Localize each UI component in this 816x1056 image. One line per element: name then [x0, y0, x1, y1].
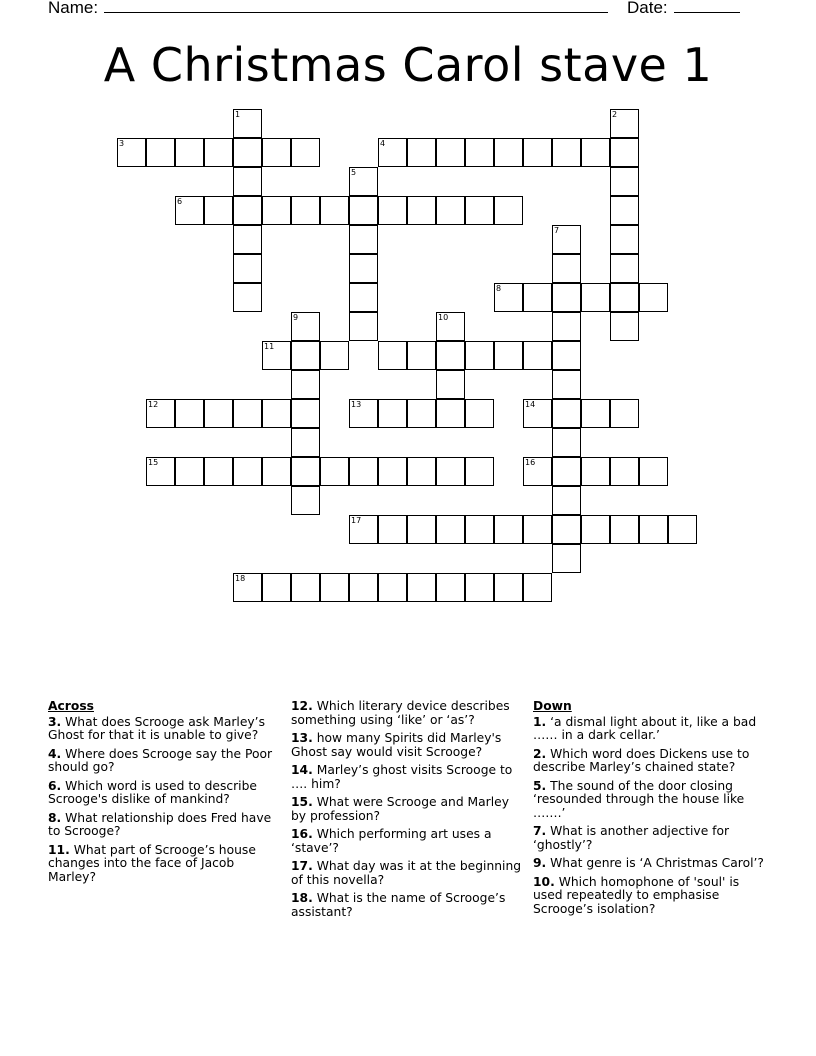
crossword-cell[interactable] [291, 457, 320, 486]
clue-number: 9. [533, 856, 547, 870]
clue-list-right [533, 716, 771, 917]
crossword-cell[interactable] [349, 399, 378, 428]
crossword-cell[interactable] [610, 283, 639, 312]
clue-text: Which word does Dickens use to describe Marley’s chained state? [533, 746, 750, 774]
clue [48, 812, 280, 839]
clue-number-11: 11 [264, 342, 275, 351]
clue-text: how many Spirits did Marley's Ghost say would visit Scrooge? [291, 731, 502, 759]
crossword-cell[interactable] [291, 399, 320, 428]
crossword-cell[interactable] [436, 573, 465, 602]
crossword-cell[interactable] [610, 457, 639, 486]
crossword-cell[interactable] [552, 254, 581, 283]
crossword-cell[interactable] [291, 486, 320, 515]
crossword-cell[interactable] [494, 573, 523, 602]
crossword-cell[interactable] [349, 225, 378, 254]
crossword-cell[interactable] [262, 573, 291, 602]
clue-number: 11. [48, 842, 70, 857]
clue-text: What is another adjective for ‘ghostly’? [533, 824, 730, 852]
crossword-cell[interactable] [436, 312, 465, 341]
clue-number: 7. [533, 824, 547, 838]
crossword-cell[interactable] [233, 283, 262, 312]
crossword-cell[interactable] [291, 428, 320, 457]
clue-number: 8. [48, 810, 62, 825]
clue-number-2: 2 [612, 110, 618, 119]
crossword-cell[interactable] [436, 399, 465, 428]
crossword-cell[interactable] [581, 515, 610, 544]
clue [533, 876, 771, 917]
clue-number: 14. [291, 763, 313, 777]
crossword-cell[interactable] [407, 515, 436, 544]
crossword-cell[interactable] [233, 573, 262, 602]
date-label: Date: [627, 0, 668, 17]
clue-number: 2. [533, 746, 547, 761]
crossword-cell[interactable] [610, 109, 639, 138]
crossword-cell[interactable] [552, 283, 581, 312]
clue-number-4: 4 [380, 139, 386, 148]
crossword-cell[interactable] [552, 457, 581, 486]
clue-number: 17. [291, 859, 313, 873]
crossword-cell[interactable] [378, 457, 407, 486]
clue-number: 13. [291, 731, 313, 745]
crossword-cell[interactable] [291, 196, 320, 225]
clue [48, 844, 280, 885]
crossword-cell[interactable] [291, 370, 320, 399]
clues-column-middle [291, 700, 523, 924]
clue-list-left [48, 716, 280, 885]
clue-number-13: 13 [351, 400, 362, 409]
crossword-cell[interactable] [320, 573, 349, 602]
clue-number: 15. [291, 795, 313, 809]
crossword-cell[interactable] [407, 341, 436, 370]
crossword-cell[interactable] [465, 457, 494, 486]
crossword-cell[interactable] [378, 196, 407, 225]
crossword-cell[interactable] [349, 312, 378, 341]
clue-text: What is the name of Scrooge’s assistant? [291, 891, 506, 919]
clue-number-14: 14 [525, 400, 536, 409]
crossword-cell[interactable] [436, 457, 465, 486]
clue [291, 764, 523, 791]
down-heading: Down [533, 699, 572, 713]
crossword-cell[interactable] [233, 196, 262, 225]
crossword-cell[interactable] [175, 196, 204, 225]
clue-number: 3. [48, 714, 62, 729]
crossword-cell[interactable] [407, 138, 436, 167]
clue-number-6: 6 [177, 197, 183, 206]
clue-number: 4. [48, 746, 62, 761]
clue-text: ‘a dismal light about it, like a bad …… in a dark cellar.’ [533, 714, 757, 742]
crossword-cell[interactable] [175, 457, 204, 486]
crossword-cell[interactable] [407, 573, 436, 602]
crossword-cell[interactable] [349, 515, 378, 544]
crossword-cell[interactable] [378, 515, 407, 544]
crossword-cell[interactable] [146, 399, 175, 428]
clue [291, 828, 523, 855]
clue [291, 732, 523, 759]
crossword-cell[interactable] [204, 138, 233, 167]
crossword-cell[interactable] [610, 225, 639, 254]
clue [533, 716, 771, 743]
crossword-cell[interactable] [233, 167, 262, 196]
crossword-cell[interactable] [465, 196, 494, 225]
clue-text: What genre is ‘A Christmas Carol’? [546, 856, 764, 870]
clues-column-left [48, 700, 280, 889]
crossword-cell[interactable] [175, 399, 204, 428]
clue-text: What were Scrooge and Marley by profession? [291, 795, 509, 823]
clue [291, 796, 523, 823]
clue-text: What does Scrooge ask Marley’s Ghost for that it is unable to give? [48, 714, 265, 742]
clue [533, 857, 771, 871]
crossword-cell[interactable] [349, 254, 378, 283]
crossword-cell[interactable] [639, 457, 668, 486]
crossword-cell[interactable] [523, 457, 552, 486]
crossword-cell[interactable] [523, 138, 552, 167]
clue [291, 860, 523, 887]
clue-number-3: 3 [119, 139, 125, 148]
crossword-cell[interactable] [610, 196, 639, 225]
crossword-cell[interactable] [262, 341, 291, 370]
crossword-cell[interactable] [146, 138, 175, 167]
clue [533, 780, 771, 821]
crossword-cell[interactable] [117, 138, 146, 167]
clues-column-right [533, 700, 771, 921]
crossword-cell[interactable] [552, 312, 581, 341]
crossword-cell[interactable] [233, 109, 262, 138]
crossword-cell[interactable] [639, 515, 668, 544]
clue-text: The sound of the door closing ‘resounded through the house like …….’ [533, 778, 745, 820]
crossword-cell[interactable] [146, 457, 175, 486]
crossword-cell[interactable] [291, 341, 320, 370]
crossword-cell[interactable] [407, 457, 436, 486]
clue [533, 825, 771, 852]
clue [48, 716, 280, 743]
crossword-cell[interactable] [378, 341, 407, 370]
clue-text: Which word is used to describe Scrooge's dislike of mankind? [48, 778, 257, 806]
crossword-cell[interactable] [552, 225, 581, 254]
crossword-cell[interactable] [552, 544, 581, 573]
crossword-cell[interactable] [523, 341, 552, 370]
clue-text: Which performing art uses a ‘stave’? [291, 827, 492, 855]
clue-number-9: 9 [293, 313, 299, 322]
clue-text: What relationship does Fred have to Scrooge? [48, 810, 272, 838]
crossword-cell[interactable] [610, 312, 639, 341]
crossword-cell[interactable] [436, 196, 465, 225]
clue-text: Where does Scrooge say the Poor should go? [48, 746, 273, 774]
crossword-cell[interactable] [523, 515, 552, 544]
crossword-cell[interactable] [436, 515, 465, 544]
crossword-cell[interactable] [233, 399, 262, 428]
clue-text: Which homophone of 'soul' is used repeatedly to emphasise Scrooge’s isolation? [533, 874, 740, 916]
crossword-cell[interactable] [494, 283, 523, 312]
crossword-cell[interactable] [552, 138, 581, 167]
crossword-cell[interactable] [262, 196, 291, 225]
crossword-cell[interactable] [465, 399, 494, 428]
crossword-cell[interactable] [581, 399, 610, 428]
crossword-cell[interactable] [320, 341, 349, 370]
crossword-cell[interactable] [552, 515, 581, 544]
crossword-cell[interactable] [349, 573, 378, 602]
clue-number: 10. [533, 874, 555, 889]
crossword-cell[interactable] [349, 196, 378, 225]
crossword-cell[interactable] [204, 196, 233, 225]
crossword-cell[interactable] [233, 457, 262, 486]
crossword-cell[interactable] [233, 225, 262, 254]
clue-number: 16. [291, 827, 313, 841]
crossword-cell[interactable] [436, 138, 465, 167]
across-heading: Across [48, 699, 94, 713]
clue-text: What part of Scrooge’s house changes into the face of Jacob Marley? [48, 842, 256, 884]
crossword-cell[interactable] [262, 399, 291, 428]
crossword-cell[interactable] [610, 167, 639, 196]
page-title: A Christmas Carol stave 1 [103, 38, 713, 92]
crossword-cell[interactable] [581, 283, 610, 312]
crossword-cell[interactable] [320, 196, 349, 225]
clue [48, 780, 280, 807]
crossword-cell[interactable] [494, 341, 523, 370]
crossword-cell[interactable] [204, 457, 233, 486]
crossword-cell[interactable] [552, 341, 581, 370]
crossword-cell[interactable] [552, 399, 581, 428]
crossword-cell[interactable] [407, 196, 436, 225]
crossword-cell[interactable] [465, 341, 494, 370]
crossword-cell[interactable] [494, 196, 523, 225]
crossword-cell[interactable] [552, 428, 581, 457]
crossword-cell[interactable] [494, 515, 523, 544]
clue-number-5: 5 [351, 168, 357, 177]
crossword-cell[interactable] [262, 457, 291, 486]
clue-number: 5. [533, 778, 547, 793]
clue-number-1: 1 [235, 110, 241, 119]
crossword-cell[interactable] [581, 138, 610, 167]
crossword-cell[interactable] [668, 515, 697, 544]
crossword-cell[interactable] [552, 370, 581, 399]
clue [533, 748, 771, 775]
clue-number-16: 16 [525, 458, 536, 467]
crossword-cell[interactable] [523, 573, 552, 602]
clue-number-12: 12 [148, 400, 159, 409]
crossword-cell[interactable] [320, 457, 349, 486]
crossword-cell[interactable] [610, 515, 639, 544]
clue [291, 892, 523, 919]
crossword-cell[interactable] [349, 167, 378, 196]
crossword-cell[interactable] [465, 515, 494, 544]
crossword-cell[interactable] [465, 138, 494, 167]
crossword-cell[interactable] [233, 138, 262, 167]
clue-number: 12. [291, 699, 313, 713]
clue-number-17: 17 [351, 516, 362, 525]
crossword-cell[interactable] [523, 399, 552, 428]
crossword-cell[interactable] [523, 283, 552, 312]
clue-number-15: 15 [148, 458, 159, 467]
clue-number-10: 10 [438, 313, 449, 322]
clue [291, 700, 523, 727]
clue-number-7: 7 [554, 226, 560, 235]
crossword-cell[interactable] [610, 254, 639, 283]
crossword-cell[interactable] [291, 573, 320, 602]
clue-text: Marley’s ghost visits Scrooge to …. him? [291, 763, 513, 791]
crossword-cell[interactable] [581, 457, 610, 486]
crossword-cell[interactable] [291, 138, 320, 167]
clue [48, 748, 280, 775]
clue-number: 1. [533, 714, 547, 729]
clue-text: Which literary device describes something using ‘like’ or ‘as’? [291, 699, 510, 727]
crossword-cell[interactable] [204, 399, 233, 428]
crossword-cell[interactable] [378, 138, 407, 167]
crossword-cell[interactable] [233, 254, 262, 283]
name-label: Name: [48, 0, 99, 17]
clue-number-8: 8 [496, 284, 502, 293]
clue-number-18: 18 [235, 574, 246, 583]
crossword-cell[interactable] [291, 312, 320, 341]
clue-number: 18. [291, 891, 313, 905]
crossword-cell[interactable] [175, 138, 204, 167]
crossword-cell[interactable] [436, 370, 465, 399]
crossword-cell[interactable] [262, 138, 291, 167]
crossword-cell[interactable] [552, 486, 581, 515]
crossword-cell[interactable] [349, 457, 378, 486]
crossword-cell[interactable] [349, 283, 378, 312]
clue-list-middle [291, 700, 523, 919]
crossword-cell[interactable] [494, 138, 523, 167]
clue-text: What day was it at the beginning of this novella? [291, 859, 522, 887]
crossword-cell[interactable] [639, 283, 668, 312]
crossword-cell[interactable] [610, 138, 639, 167]
crossword-cell[interactable] [610, 399, 639, 428]
clue-number: 6. [48, 778, 62, 793]
crossword-cell[interactable] [378, 399, 407, 428]
crossword-cell[interactable] [407, 399, 436, 428]
crossword-cell[interactable] [436, 341, 465, 370]
crossword-cell[interactable] [465, 573, 494, 602]
crossword-cell[interactable] [378, 573, 407, 602]
